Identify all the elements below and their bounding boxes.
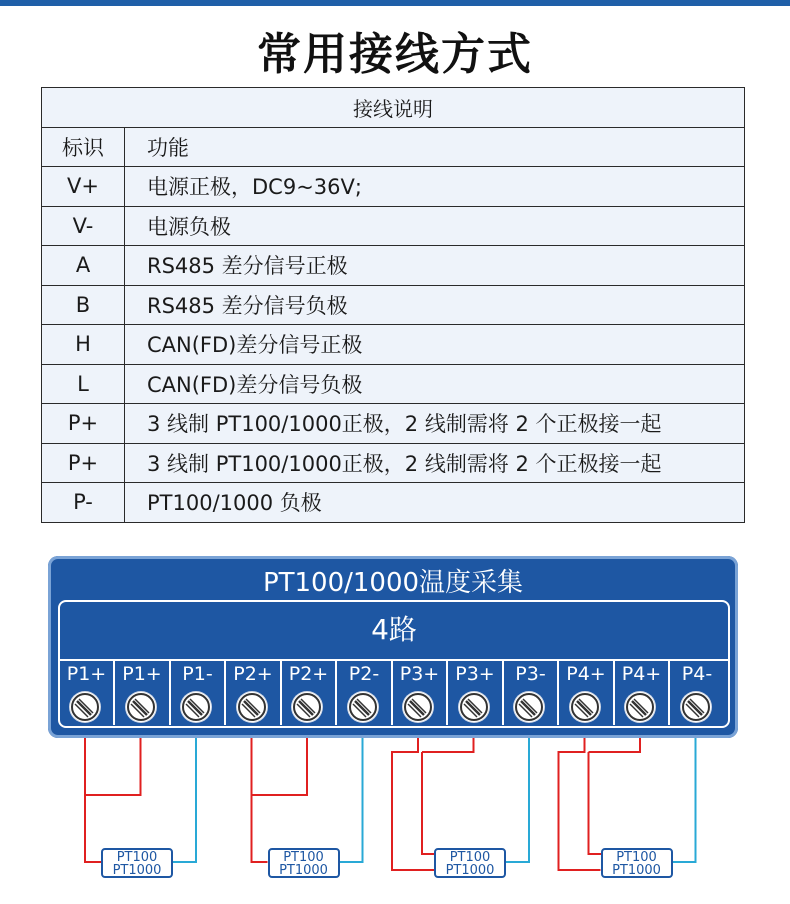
row-id: P- [42,483,125,523]
sensor-label: PT100 [616,850,657,865]
row-function: PT100/1000 负极 [125,483,745,523]
sensor-label: PT1000 [112,863,162,878]
terminal-label: P2- [348,663,380,685]
row-id: V- [42,206,125,246]
table-header: 接线说明 [42,88,745,128]
pt-sensor [434,848,506,878]
positive-wire-2a [589,738,641,752]
row-function: CAN(FD)差分信号负极 [125,364,745,404]
positive-wire [252,738,268,862]
terminal-label: P1- [182,663,213,685]
positive-wire-2 [589,752,627,854]
pt-sensor [601,848,673,878]
row-function: RS485 差分信号正极 [125,246,745,286]
row-function: 电源负极 [125,206,745,246]
terminal-label: P1+ [122,663,162,685]
sensor-label: PT1000 [445,863,495,878]
terminal-label: P2+ [233,663,273,685]
pt-sensor [268,848,340,878]
col-header-function: 功能 [125,127,745,167]
row-function: 电源正极，DC9~36V; [125,167,745,207]
negative-wire [673,738,696,862]
negative-wire [173,738,196,862]
negative-wire [340,738,363,862]
page-title: 常用接线方式 [257,29,533,80]
terminal-label: P3+ [455,663,495,685]
terminal-label: P4+ [621,663,662,685]
row-id: P+ [42,443,125,483]
row-id: H [42,325,125,365]
positive-wire [559,738,601,870]
row-function: RS485 差分信号负极 [125,285,745,325]
pt-sensor [101,848,173,878]
col-header-id: 标识 [42,127,125,167]
terminal-label: P4- [681,663,713,685]
sensor-label: PT100 [283,850,324,865]
module-title: PT100/1000温度采集 [262,568,524,598]
row-function: 3 线制 PT100/1000正极，2 线制需将 2 个正极接一起 [125,443,745,483]
row-function: 3 线制 PT100/1000正极，2 线制需将 2 个正极接一起 [125,404,745,444]
row-id: V+ [42,167,125,207]
terminal-label: P1+ [66,663,107,685]
positive-wire-2a [422,738,474,752]
row-id: B [42,285,125,325]
row-id: L [42,364,125,404]
positive-bridge-wire [252,738,308,795]
positive-bridge-wire [85,738,141,795]
terminal-label: P3- [515,663,546,685]
row-id: P+ [42,404,125,444]
sensor-label: PT1000 [279,863,328,878]
sensor-label: PT100 [116,850,158,865]
sensor-label: PT1000 [612,863,661,878]
positive-wire-2 [422,752,460,854]
negative-wire [506,738,529,862]
terminal-label: P4+ [566,663,606,685]
channel-count: 4路 [371,613,417,646]
positive-wire [392,738,434,870]
row-function: CAN(FD)差分信号正极 [125,325,745,365]
row-id: A [42,246,125,286]
terminal-label: P3+ [399,663,440,685]
terminal-label: P2+ [288,663,329,685]
sensor-label: PT100 [449,850,491,865]
positive-wire [85,738,101,862]
